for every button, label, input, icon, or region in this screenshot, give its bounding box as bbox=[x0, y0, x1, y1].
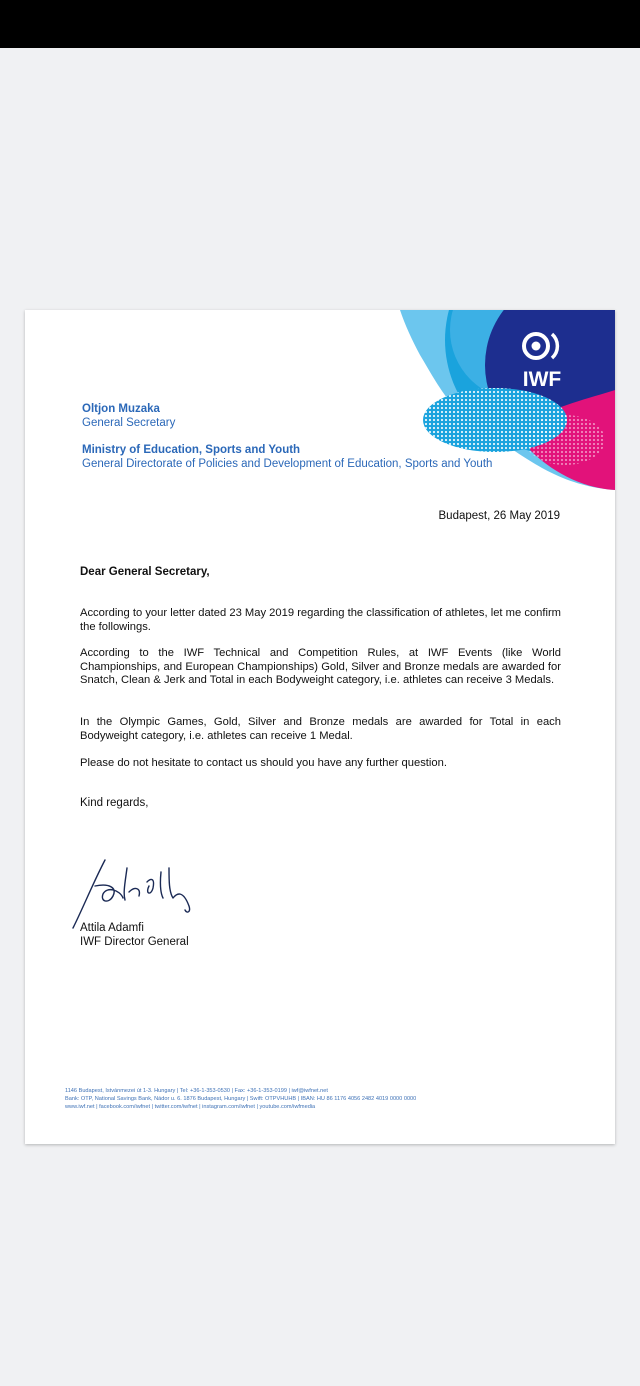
paragraph: According to the IWF Technical and Competition Rules, at IWF Events (like World Championships, and European Championships) Gold, Silver and Bronze medals are awarded for Snatch, Clean & Jerk and Total in each Bodyweight category, i.e. athletes can receive 3 Medals. bbox=[80, 647, 561, 687]
signer-name: Attila Adamfi bbox=[80, 922, 144, 934]
signer-title: IWF Director General bbox=[80, 936, 189, 948]
organization-name: Ministry of Education, Sports and Youth bbox=[82, 444, 301, 456]
status-bar bbox=[0, 0, 640, 48]
paragraph: According to your letter dated 23 May 2019 regarding the classification of athletes, let me confirm the followings. bbox=[80, 607, 561, 633]
closing: Kind regards, bbox=[80, 797, 149, 809]
iwf-logo-text: IWF bbox=[522, 368, 562, 391]
letter-page bbox=[25, 310, 615, 1144]
footer-address: 1146 Budapest, Istvánmezei út 1-3. Hungary | Tel: +36-1-353-0530 | Fax: +36-1-353-0199 | iwf@iwfnet.net bbox=[65, 1088, 328, 1094]
letter-date: Budapest, 26 May 2019 bbox=[438, 510, 560, 522]
paragraph: Please do not hesitate to contact us should you have any further question. bbox=[80, 757, 447, 769]
letter-footer bbox=[65, 1087, 585, 1111]
footer-bank: Bank: OTP, National Savings Bank, Nádor u. 6. 1876 Budapest, Hungary | Swift: OTPVHUHB | IBAN: HU 86 1176 4056 2482 4019 0000 0000 bbox=[65, 1096, 417, 1102]
paragraph: In the Olympic Games, Gold, Silver and Bronze medals are awarded for Total in each Bodyweight category, i.e. athletes can receive 1 Medal. bbox=[80, 716, 561, 742]
footer-web: www.iwf.net | facebook.com/iwfnet | twitter.com/iwfnet | instagram.com/iwfnet | youtube.com/iwfmedia bbox=[65, 1104, 316, 1110]
handwritten-signature bbox=[65, 848, 195, 933]
department-name: General Directorate of Policies and Development of Education, Sports and Youth bbox=[82, 458, 493, 470]
recipient-title: General Secretary bbox=[82, 417, 176, 429]
salutation: Dear General Secretary, bbox=[80, 566, 210, 578]
recipient-name: Oltjon Muzaka bbox=[82, 403, 160, 415]
